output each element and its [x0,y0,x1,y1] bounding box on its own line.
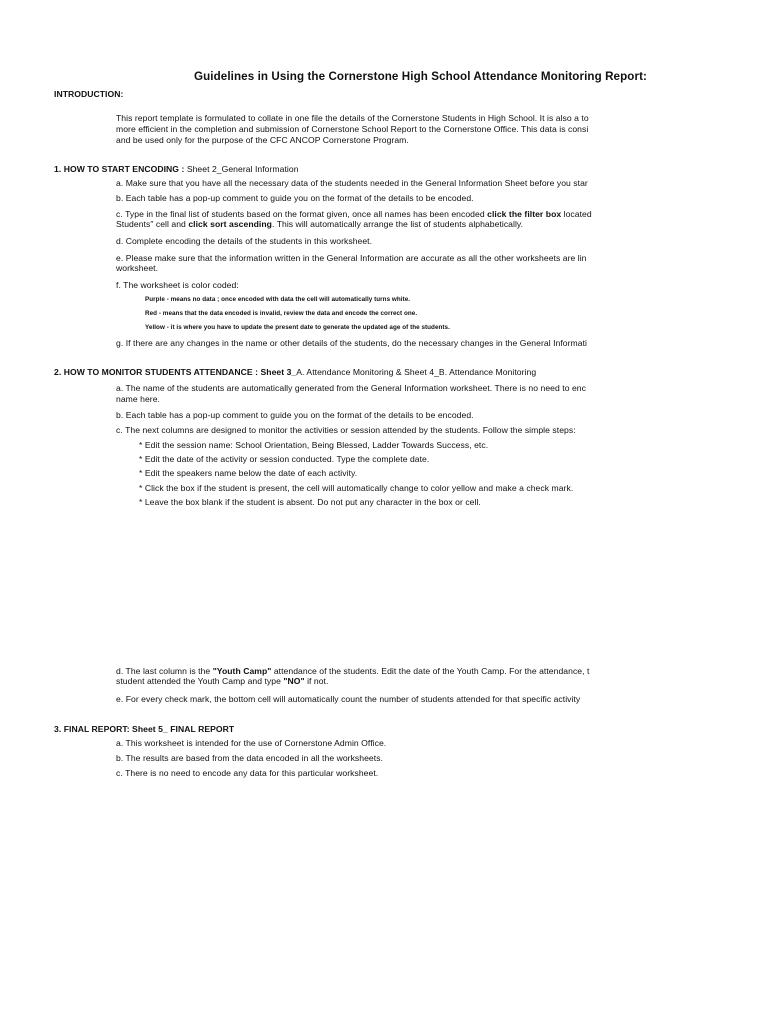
section2-d2-bold: "NO" [283,676,305,686]
section1-item-b: b. Each table has a pop-up comment to guide you on the format of the details to be encoded. [116,193,474,203]
page-title: Guidelines in Using the Cornerstone High School Attendance Monitoring Report: [194,70,647,83]
section2-d2-pre: student attended the Youth Camp and type [116,676,284,686]
section2-item-d-line1 [116,666,644,676]
section3-heading-rest: Sheet 5_ FINAL REPORT [132,724,235,734]
section2-step-2: * Edit the date of the activity or session conducted. Type the complete date. [139,454,430,464]
section2-heading [54,367,536,377]
color-code-red: Red - means that the data encoded is invalid, review the data and encode the correct one. [145,310,418,317]
intro-line-3: and be used only for the purpose of the CFC ANCOP Cornerstone Program. [116,135,409,145]
section1-heading-bold: 1. HOW TO START ENCODING : [54,164,187,174]
section2-item-a-line1: a. The name of the students are automatically generated from the General Information worksheet. There is no need to enc [116,383,586,393]
section1-heading-rest: Sheet 2_General Information [186,164,299,174]
section2-step-5: * Leave the box blank if the student is absent. Do not put any character in the box or cell. [139,497,481,507]
section1-item-f: f. The worksheet is color coded: [116,280,239,290]
section1-c2-post: . This will automatically arrange the list of students alphabetically. [271,219,524,229]
section1-c1-pre: c. Type in the final list of students based on the format given, once all names has been encoded [116,209,488,219]
intro-line-1: This report template is formulated to collate in one file the details of the Cornerstone Students in High School. It is also a to [116,113,589,123]
section2-item-a-line2: name here. [116,394,160,404]
section1-c1-bold: click the filter box [487,209,562,219]
section2-item-d-line2 [116,676,644,686]
section1-item-c-line2 [116,219,644,229]
section2-heading-bold: 2. HOW TO MONITOR STUDENTS ATTENDANCE : Sheet 3_ [54,367,297,377]
section3-item-c: c. There is no need to encode any data for this particular worksheet. [116,768,379,778]
section1-item-a: a. Make sure that you have all the necessary data of the students needed in the General Information Sheet before you star [116,178,588,188]
section1-c2-bold: click sort ascending [188,219,272,229]
section2-d2-post: if not. [304,676,329,686]
section2-step-3: * Edit the speakers name below the date of each activity. [139,468,358,478]
section2-item-e: e. For every check mark, the bottom cell will automatically count the number of students attended for that specific activity [116,694,581,704]
section1-item-c-line1 [116,209,644,219]
section1-c1-post: located [561,209,592,219]
section2-d1-pre: d. The last column is the [116,666,213,676]
color-code-yellow: Yellow - it is where you have to update the present date to generate the updated age of the students. [145,324,450,331]
section1-item-g: g. If there are any changes in the name or other details of the students, do the necessary changes in the General Informati [116,338,587,348]
section3-item-a: a. This worksheet is intended for the use of Cornerstone Admin Office. [116,738,387,748]
section3-heading-bold: 3. FINAL REPORT: [54,724,133,734]
section2-heading-rest: A. Attendance Monitoring & Sheet 4_B. Attendance Monitoring [296,367,537,377]
section3-item-b: b. The results are based from the data encoded in all the worksheets. [116,753,383,763]
intro-line-2: more efficient in the completion and submission of Cornerstone School Report to the Cornerstone Office. This data is consi [116,124,589,134]
introduction-heading: INTRODUCTION: [54,89,124,99]
section2-item-b: b. Each table has a pop-up comment to guide you on the format of the details to be encoded. [116,410,474,420]
color-code-purple: Purple - means no data ; once encoded with data the cell will automatically turns white. [145,296,411,303]
section1-item-e-line1: e. Please make sure that the information written in the General Information are accurate as all the other worksheets are lin [116,253,587,263]
section2-d1-bold: "Youth Camp" [212,666,272,676]
section1-c2-pre: Students" cell and [116,219,189,229]
section2-item-c: c. The next columns are designed to monitor the activities or session attended by the students. Follow the simple steps: [116,425,576,435]
section1-item-e-line2: worksheet. [116,263,159,273]
section2-step-4: * Click the box if the student is present, the cell will automatically change to color yellow and make a check mark. [139,483,574,493]
section1-heading [54,164,299,174]
section1-item-d: d. Complete encoding the details of the students in this worksheet. [116,236,373,246]
section2-d1-post: attendance of the students. Edit the date of the Youth Camp. For the attendance, t [271,666,590,676]
section2-step-1: * Edit the session name: School Orientation, Being Blessed, Ladder Towards Success, etc. [139,440,489,450]
section3-heading [54,724,234,734]
